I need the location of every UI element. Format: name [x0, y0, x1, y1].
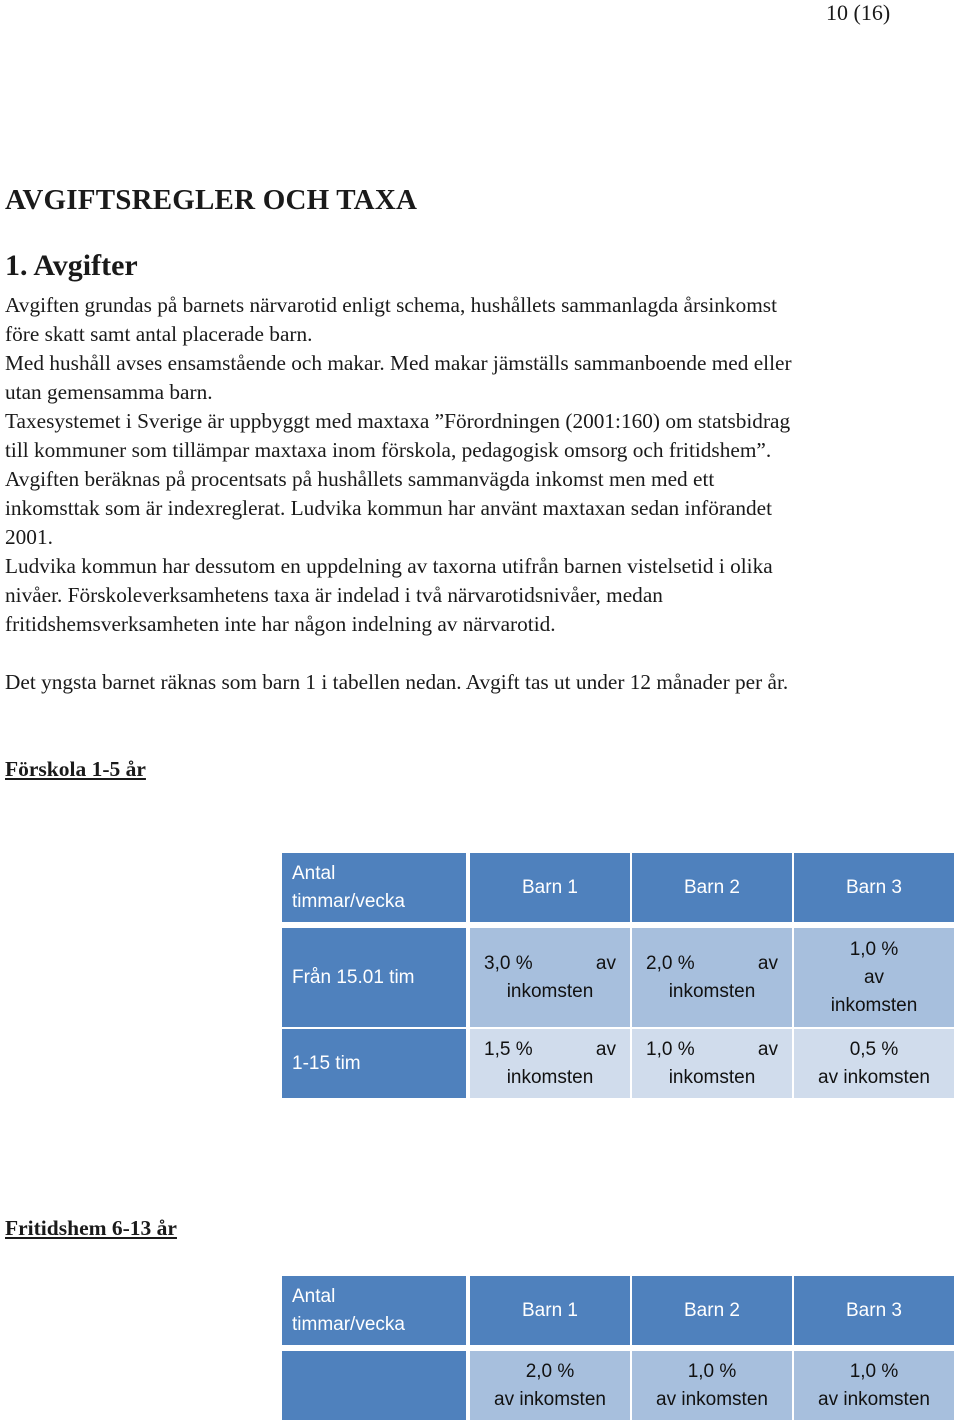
- fritidshem-heading: Fritidshem 6-13 år: [5, 1216, 177, 1240]
- header-label-line: Antal: [292, 862, 336, 884]
- fee-cell: [794, 928, 954, 1027]
- table-header-hours: [282, 1276, 466, 1345]
- section-heading: 1. Avgifter: [5, 249, 138, 282]
- fee-cell: [632, 928, 792, 1027]
- fee-cell: [794, 1029, 954, 1098]
- fee-income: av inkomsten: [818, 1066, 930, 1088]
- header-label-line: timmar/vecka: [292, 890, 405, 912]
- fee-percent: 1,0 %: [687, 1360, 737, 1382]
- body-text: [5, 291, 955, 697]
- body-line: Med hushåll avses ensamstående och makar. Med makar jämställs sammanboende med eller: [5, 351, 792, 375]
- fee-percent: 1,5 %: [484, 1038, 533, 1060]
- fee-percent: 3,0 %: [484, 952, 533, 974]
- fee-av: av: [595, 952, 616, 974]
- fee-income: av inkomsten: [818, 1388, 930, 1410]
- body-line: inkomsttak som är indexreglerat. Ludvika kommun har använt maxtaxan sedan införandet: [5, 496, 773, 520]
- row-label: Från 15.01 tim: [282, 928, 466, 1027]
- body-line: Ludvika kommun har dessutom en uppdelning av taxorna utifrån barnen vistelsetid i olika: [5, 554, 773, 578]
- fee-av: av: [863, 966, 885, 988]
- table-header-barn2: Barn 2: [632, 1276, 792, 1345]
- table-header-barn1: Barn 1: [470, 1276, 630, 1345]
- fee-income: inkomsten: [668, 980, 756, 1002]
- fee-percent: 2,0 %: [646, 952, 695, 974]
- body-line: utan gemensamma barn.: [5, 380, 213, 404]
- table-header-hours: [282, 853, 466, 922]
- page-number: 10 (16): [826, 0, 891, 25]
- fee-av: av: [595, 1038, 616, 1060]
- body-line: fritidshemsverksamheten inte har någon indelning av närvarotid.: [5, 612, 556, 636]
- fee-av: av: [757, 952, 778, 974]
- table-header-barn2: Barn 2: [632, 853, 792, 922]
- body-line: 2001.: [5, 525, 53, 549]
- fee-income: inkomsten: [668, 1066, 756, 1088]
- fee-percent: 1,0 %: [646, 1038, 695, 1060]
- fee-cell: [632, 1029, 792, 1098]
- fee-income: inkomsten: [830, 994, 918, 1016]
- closing-line: Det yngsta barnet räknas som barn 1 i tabellen nedan. Avgift tas ut under 12 månader per år.: [5, 670, 789, 694]
- document-title: AVGIFTSREGLER OCH TAXA: [5, 184, 418, 216]
- fee-av: av: [757, 1038, 778, 1060]
- body-line: till kommuner som tillämpar maxtaxa inom förskola, pedagogisk omsorg och fritidshem”.: [5, 438, 772, 462]
- fee-cell: [632, 1351, 792, 1420]
- fee-income: av inkomsten: [494, 1388, 606, 1410]
- fee-percent: 1,0 %: [849, 938, 899, 960]
- table-header-barn3: Barn 3: [794, 1276, 954, 1345]
- forskola-heading: Förskola 1-5 år: [5, 757, 146, 781]
- header-label-line: Antal: [292, 1285, 336, 1307]
- fee-percent: 1,0 %: [849, 1360, 899, 1382]
- body-line: Avgiften grundas på barnets närvarotid enligt schema, hushållets sammanlagda årsinkomst: [5, 293, 778, 317]
- fee-income: inkomsten: [506, 980, 594, 1002]
- header-label-line: timmar/vecka: [292, 1313, 405, 1335]
- fee-cell: [470, 1351, 630, 1420]
- fee-income: av inkomsten: [656, 1388, 768, 1410]
- row-label: [282, 1351, 466, 1420]
- row-label: 1-15 tim: [282, 1029, 466, 1098]
- body-line: Taxesystemet i Sverige är uppbyggt med maxtaxa ”Förordningen (2001:160) om statsbidrag: [5, 409, 791, 433]
- table-header-barn1: Barn 1: [470, 853, 630, 922]
- fee-cell: [470, 928, 630, 1027]
- fee-cell: [470, 1029, 630, 1098]
- body-line: nivåer. Förskoleverksamhetens taxa är indelad i två närvarotidsnivåer, medan: [5, 583, 663, 607]
- table-header-barn3: Barn 3: [794, 853, 954, 922]
- fee-cell: [794, 1351, 954, 1420]
- body-line: Avgiften beräknas på procentsats på hushållets sammanvägda inkomst men med ett: [5, 467, 715, 491]
- fee-percent: 2,0 %: [525, 1360, 575, 1382]
- fee-income: inkomsten: [506, 1066, 594, 1088]
- fee-percent: 0,5 %: [849, 1038, 899, 1060]
- body-line: före skatt samt antal placerade barn.: [5, 322, 313, 346]
